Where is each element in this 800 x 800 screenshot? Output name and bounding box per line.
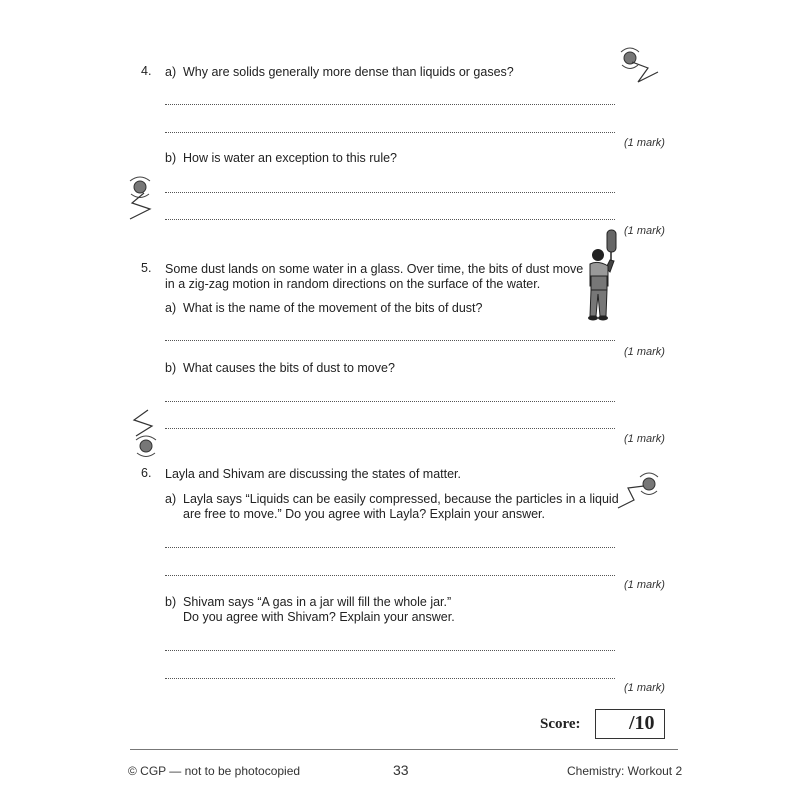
q5a-answer-line[interactable] [165, 340, 615, 341]
zigzag-dust-icon [616, 468, 676, 518]
q6b-mark: (1 mark) [624, 682, 665, 694]
q6b-answer-line-2[interactable] [165, 678, 615, 679]
zigzag-dust-icon [128, 408, 178, 458]
footer-rule [130, 749, 678, 750]
q6a-label: a) [165, 492, 177, 506]
q5-number: 5. [141, 261, 152, 275]
q6a-answer-line-2[interactable] [165, 575, 615, 576]
q5b-label: b) [165, 361, 177, 375]
q4a-mark: (1 mark) [624, 137, 665, 149]
q4b-answer-line-1[interactable] [165, 192, 615, 193]
q6a-line-2: are free to move.” Do you agree with Layla? Explain your answer. [183, 507, 545, 521]
footer-book-title: Chemistry: Workout 2 [567, 764, 683, 778]
q5b-answer-line-1[interactable] [165, 401, 615, 402]
q6a-mark: (1 mark) [624, 579, 665, 591]
q4b-label: b) [165, 151, 177, 165]
zigzag-dust-icon [120, 175, 170, 225]
q4b-question: How is water an exception to this rule? [183, 151, 397, 165]
q5a-mark: (1 mark) [624, 346, 665, 358]
q4a-answer-line-2[interactable] [165, 132, 615, 133]
score-total: /10 [629, 712, 655, 734]
q5-intro-line-1: Some dust lands on some water in a glass. Over time, the bits of dust move [165, 262, 584, 276]
footer-copyright: © CGP — not to be photocopied [128, 764, 301, 778]
q6b-line-2: Do you agree with Shivam? Explain your answer. [183, 610, 455, 624]
score-label: Score: [540, 716, 581, 732]
q6-intro: Layla and Shivam are discussing the states of matter. [165, 467, 461, 481]
q4-number: 4. [141, 64, 152, 78]
q6a-answer-line-1[interactable] [165, 547, 615, 548]
q6-number: 6. [141, 466, 152, 480]
q4a-question: Why are solids generally more dense than liquids or gases? [183, 65, 514, 79]
zigzag-dust-icon [618, 42, 668, 92]
q4a-label: a) [165, 65, 177, 79]
q6a-line-1: Layla says “Liquids can be easily compressed, because the particles in a liquid [183, 492, 619, 506]
q4b-mark: (1 mark) [624, 225, 665, 237]
q5a-question: What is the name of the movement of the bits of dust? [183, 301, 483, 315]
cartoon-person-with-brush-illustration [584, 228, 624, 323]
page-number: 33 [393, 762, 409, 778]
q4b-answer-line-2[interactable] [165, 219, 615, 220]
score-box[interactable] [595, 709, 665, 739]
q6b-label: b) [165, 595, 177, 609]
q4a-answer-line-1[interactable] [165, 104, 615, 105]
q5-intro-line-2: in a zig-zag motion in random directions on the surface of the water. [165, 277, 541, 291]
q6b-answer-line-1[interactable] [165, 650, 615, 651]
q6b-line-1: Shivam says “A gas in a jar will fill the whole jar.” [183, 595, 452, 609]
q5b-mark: (1 mark) [624, 433, 665, 445]
q5a-label: a) [165, 301, 177, 315]
q5b-question: What causes the bits of dust to move? [183, 361, 395, 375]
q5b-answer-line-2[interactable] [165, 428, 615, 429]
